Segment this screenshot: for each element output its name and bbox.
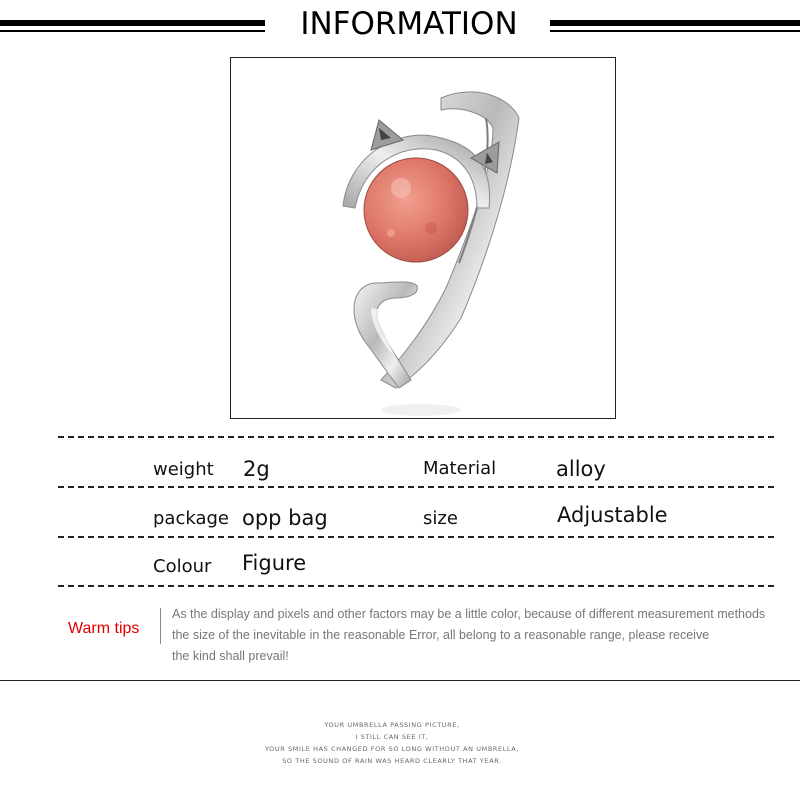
page-title: INFORMATION [300,6,518,42]
package-label: package [153,508,229,529]
warm-tips-line: the size of the inevitable in the reasonable Error, all belong to a reasonable range, please receive [172,628,710,642]
weight-value: 2g [243,457,270,481]
divider [58,585,774,587]
warm-tips-line: the kind shall prevail! [172,649,289,663]
warm-tips-separator [160,608,161,644]
material-label: Material [423,458,497,479]
cat-ring-illustration [231,58,615,418]
footer-poem-line: YOUR SMILE HAS CHANGED FOR SO LONG WITHOUT AN UMBRELLA, [264,745,520,753]
divider [58,536,774,538]
footer-poem-line: YOUR UMBRELLA PASSING PICTURE, [324,721,460,729]
divider [58,436,774,438]
divider [58,486,774,488]
warm-tips-line: As the display and pixels and other factors may be a little color, because of different measurement methods [172,607,766,621]
size-label: size [423,508,458,529]
colour-label: Colour [153,556,212,577]
header-bars-right [550,20,800,34]
colour-value: Figure [242,551,307,575]
product-image [230,57,616,419]
size-value: Adjustable [557,503,668,527]
material-value: alloy [556,457,606,481]
footer-poem-line: SO THE SOUND OF RAIN WAS HEARD CLEARLY THAT YEAR. [282,757,502,765]
header-bars-left [0,20,265,34]
section-divider [0,680,800,681]
warm-tips-label: Warm tips [68,620,140,637]
package-value: opp bag [242,506,328,530]
weight-label: weight [153,459,214,480]
footer-poem-line: I STILL CAN SEE IT, [355,733,429,741]
